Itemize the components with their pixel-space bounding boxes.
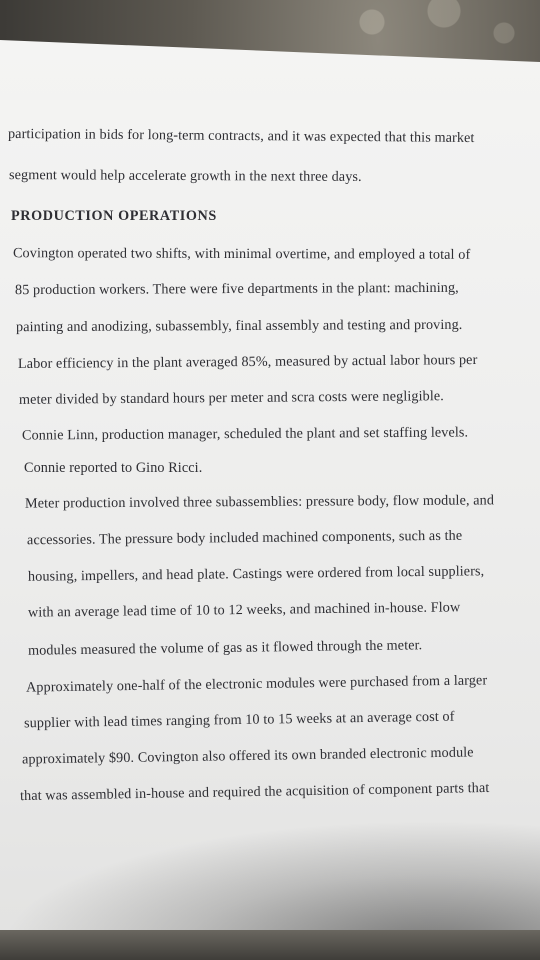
text-line: approximately $90. Covington also offered its own branded electronic module (21, 744, 474, 768)
text-line: supplier with lead times ranging from 10 to 15 weeks at an average cost of (23, 708, 455, 732)
text-line: Connie reported to Gino Ricci. (24, 460, 203, 476)
table-edge (0, 930, 540, 960)
text-line: participation in bids for long-term contracts, and it was expected that this market (7, 125, 475, 147)
text-line: that was assembled in-house and required the acquisition of component parts that (19, 779, 490, 805)
text-line: modules measured the volume of gas as it flowed through the meter. (27, 637, 423, 659)
text-line: 85 production workers. There were five departments in the plant: machining, (14, 279, 459, 299)
background-pattern (300, 0, 540, 55)
text-line: Meter production involved three subassemblies: pressure body, flow module, and (24, 492, 495, 512)
text-line: segment would help accelerate growth in the next three days. (8, 167, 362, 185)
text-line: Approximately one-half of the electronic modules were purchased from a larger (25, 672, 488, 696)
text-line: Labor efficiency in the plant averaged 85%, measured by actual labor hours per (17, 351, 478, 373)
text-line: Covington operated two shifts, with minimal overtime, and employed a total of (12, 245, 471, 263)
text-line: accessories. The pressure body included machined components, such as the (26, 527, 463, 549)
section-heading: PRODUCTION OPERATIONS (11, 208, 217, 224)
text-line: housing, impellers, and head plate. Castings were ordered from local suppliers, (27, 563, 485, 585)
text-line: with an average lead time of 10 to 12 weeks, and machined in-house. Flow (27, 599, 461, 621)
text-line: Connie Linn, production manager, scheduled the plant and set staffing levels. (21, 424, 469, 444)
text-line: painting and anodizing, subassembly, final assembly and testing and proving. (15, 316, 463, 336)
text-line: meter divided by standard hours per meter and scra costs were negligible. (18, 388, 444, 408)
